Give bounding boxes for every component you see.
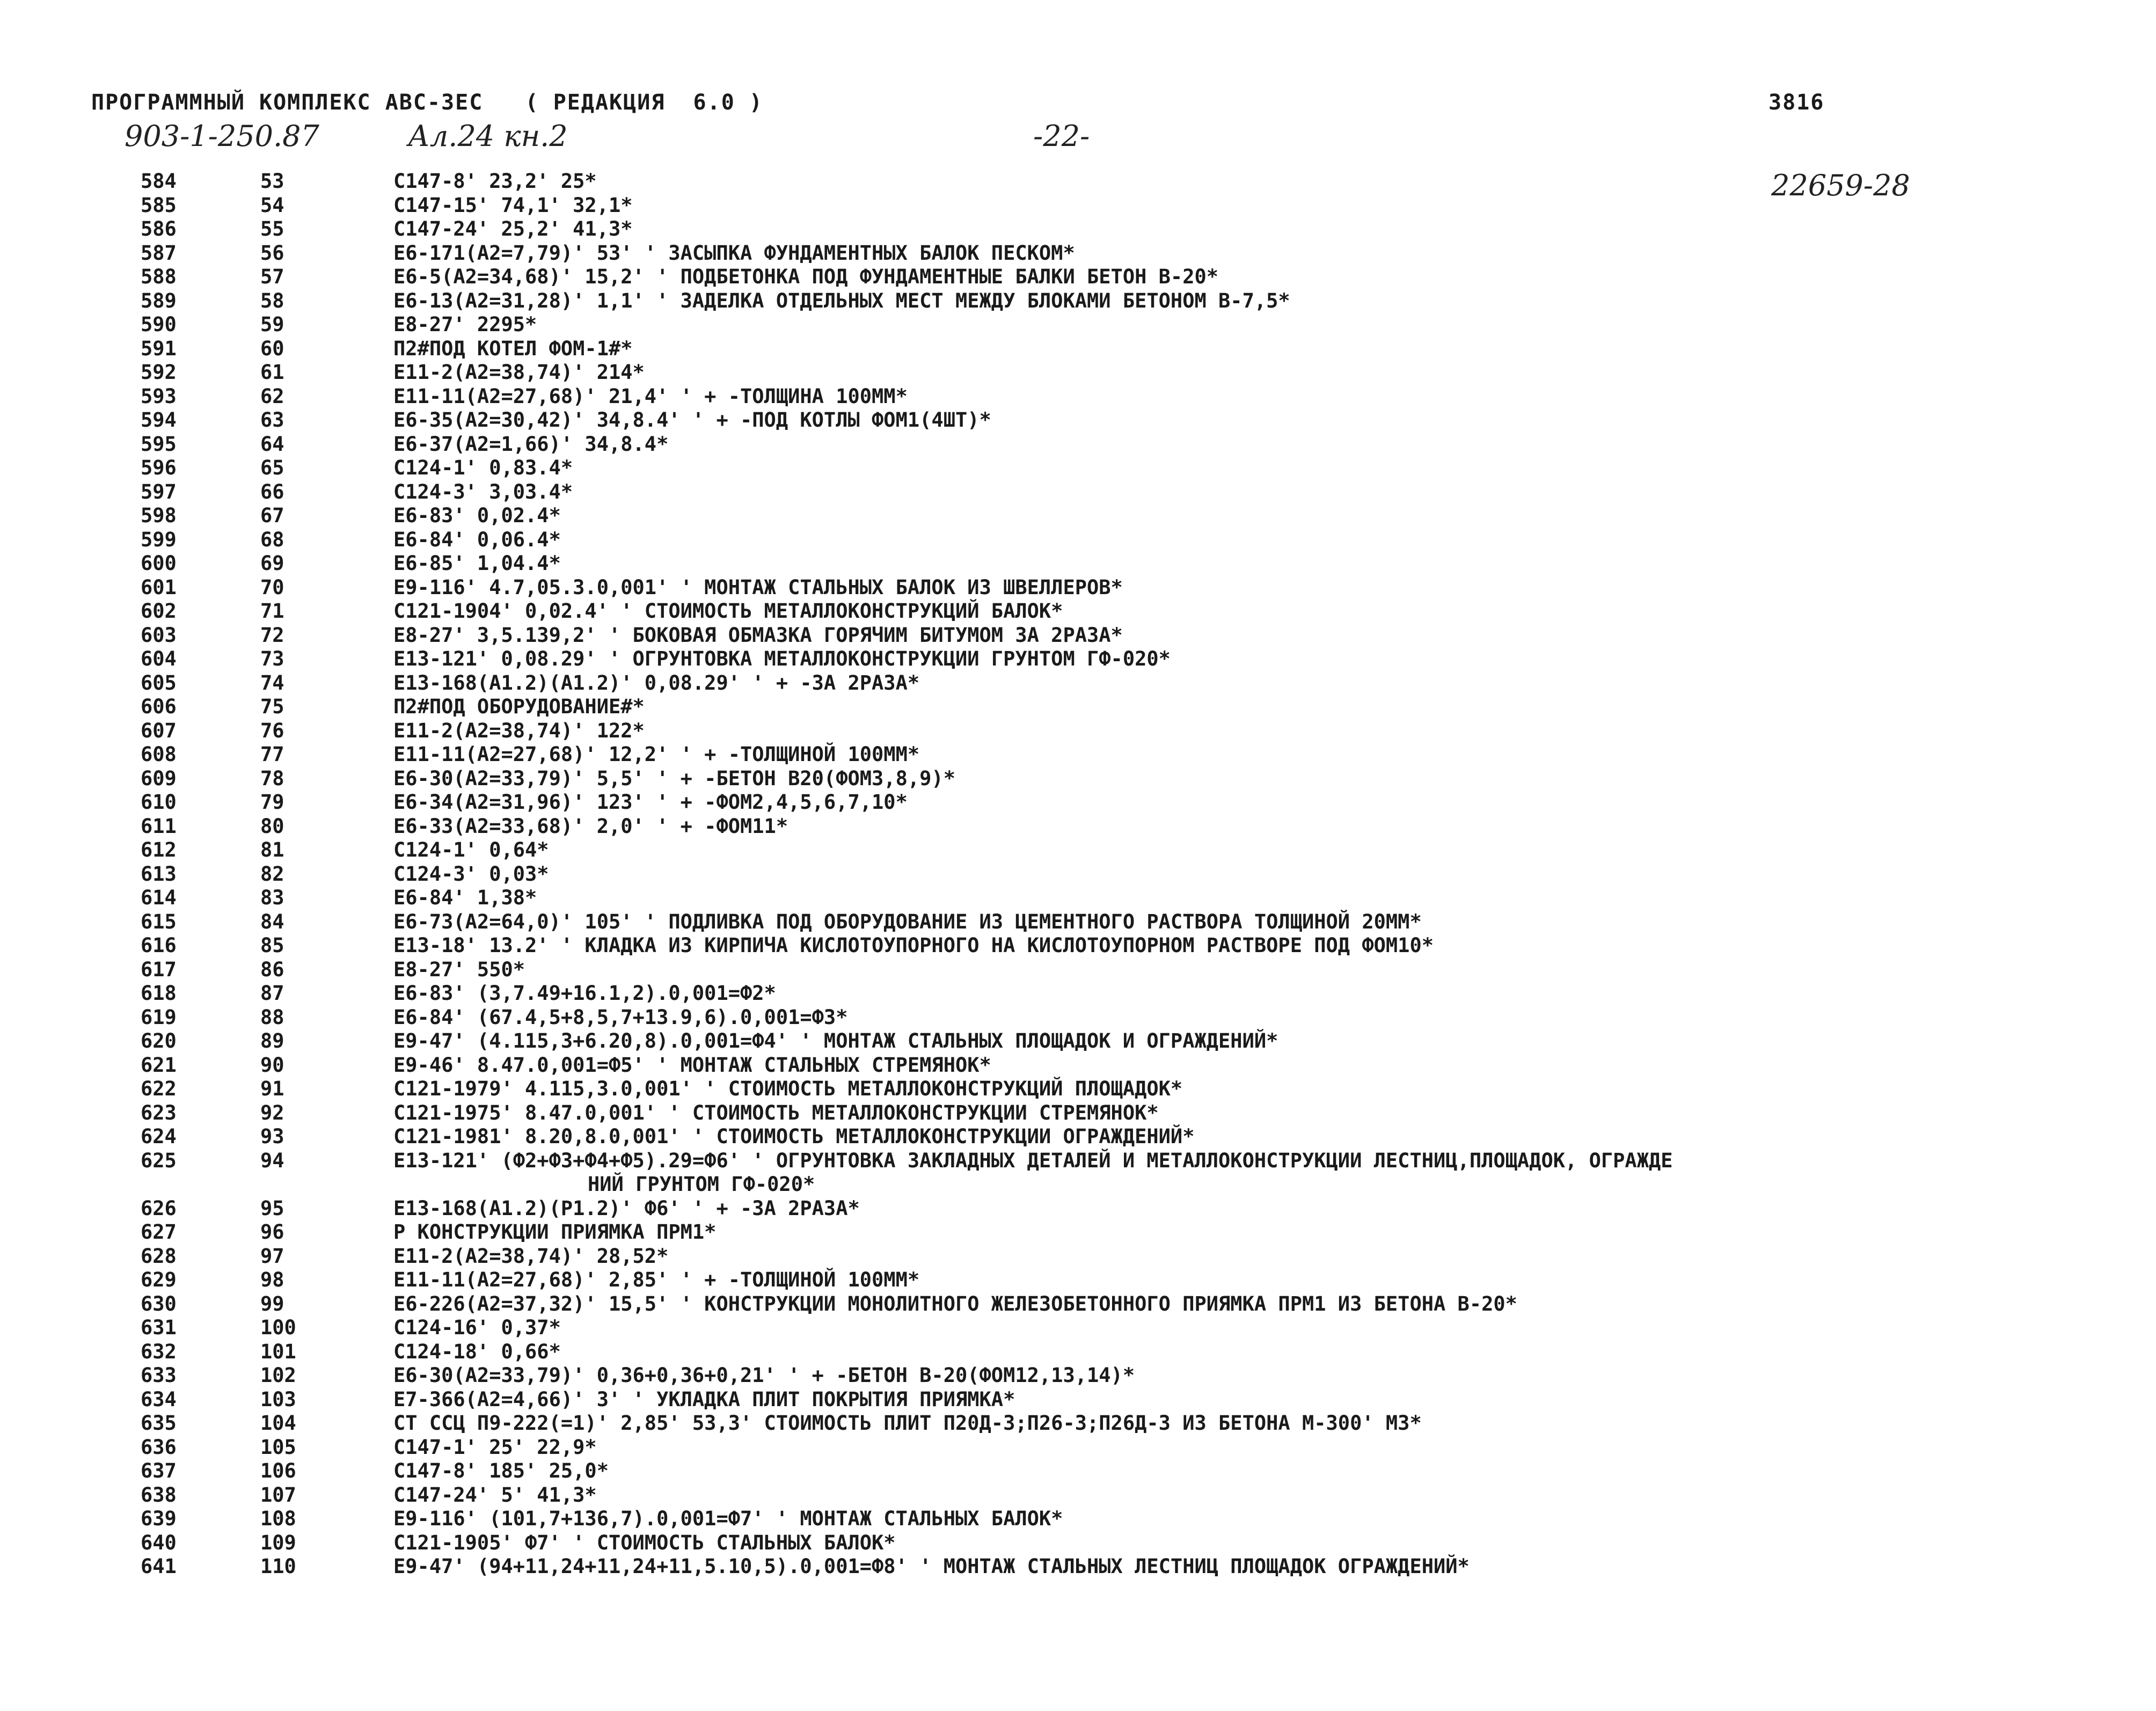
- record-text: E9-116' 4.7,05.3.0,001' ' МОНТАЖ СТАЛЬНЫХ БАЛОК ИЗ ШВЕЛЛЕРОВ*: [393, 575, 1123, 599]
- listing-row: [0, 217, 2156, 242]
- record-text: E9-116' (101,7+136,7).0,001=Ф7' ' МОНТАЖ СТАЛЬНЫХ БАЛОК*: [393, 1507, 1063, 1530]
- record-number: 72: [260, 623, 284, 647]
- record-text: E6-85' 1,04.4*: [393, 552, 561, 575]
- listing-row: [0, 743, 2156, 767]
- record-text: E6-84' 0,06.4*: [393, 528, 561, 551]
- listing-row: [0, 194, 2156, 218]
- record-number: 63: [260, 408, 284, 432]
- page-code: 3816: [1768, 90, 1825, 115]
- listing-row: [0, 647, 2156, 671]
- record-number: 89: [260, 1029, 284, 1052]
- record-number: 61: [260, 361, 284, 384]
- line-number: 628: [141, 1244, 177, 1268]
- record-text: C124-3' 3,03.4*: [393, 480, 573, 503]
- record-number: 62: [260, 384, 284, 408]
- listing-row: [0, 361, 2156, 385]
- record-number: 64: [260, 432, 284, 456]
- record-text: C124-3' 0,03*: [393, 862, 549, 886]
- record-text: E6-83' (3,7.49+16.1,2).0,001=Ф2*: [393, 982, 776, 1005]
- listing-row-continuation: [0, 1173, 2156, 1197]
- record-number: 60: [260, 337, 284, 360]
- listing-row: [0, 1029, 2156, 1054]
- record-text: E6-84' (67.4,5+8,5,7+13.9,6).0,001=Ф3*: [393, 1005, 848, 1029]
- record-text: E7-366(A2=4,66)' 3' ' УКЛАДКА ПЛИТ ПОКРЫТИЯ ПРИЯМКА*: [393, 1387, 1015, 1411]
- line-number: 627: [141, 1220, 177, 1244]
- record-text: E6-83' 0,02.4*: [393, 504, 561, 527]
- record-text: E13-18' 13.2' ' КЛАДКА ИЗ КИРПИЧА КИСЛОТОУПОРНОГО НА КИСЛОТОУПОРНОМ РАСТВОРЕ ПОД ФОМ10*: [393, 934, 1434, 957]
- line-number: 605: [141, 671, 177, 694]
- line-number: 590: [141, 313, 177, 336]
- listing-row: [0, 1197, 2156, 1221]
- record-text: E11-11(A2=27,68)' 2,85' ' + -ТОЛЩИНОЙ 100ММ*: [393, 1268, 920, 1291]
- record-number: 88: [260, 1005, 284, 1029]
- record-number: 105: [260, 1435, 296, 1459]
- record-text: C147-1' 25' 22,9*: [393, 1435, 597, 1459]
- record-text: E13-168(A1.2)(A1.2)' 0,08.29' ' + -ЗА 2РАЗА*: [393, 671, 920, 694]
- listing-row: [0, 791, 2156, 815]
- line-number: 639: [141, 1507, 177, 1530]
- line-number: 601: [141, 575, 177, 599]
- line-number: 599: [141, 528, 177, 551]
- record-text: E6-30(A2=33,79)' 0,36+0,36+0,21' ' + -БЕТОН В-20(ФОМ12,13,14)*: [393, 1364, 1135, 1387]
- record-text: C147-8' 23,2' 25*: [393, 170, 597, 193]
- line-number: 585: [141, 193, 177, 217]
- record-text: E6-37(A2=1,66)' 34,8.4*: [393, 432, 669, 456]
- record-number: 108: [260, 1507, 296, 1530]
- record-number: 109: [260, 1531, 296, 1554]
- line-number: 594: [141, 408, 177, 432]
- record-text: E6-73(A2=64,0)' 105' ' ПОДЛИВКА ПОД ОБОРУДОВАНИЕ ИЗ ЦЕМЕНТНОГО РАСТВОРА ТОЛЩИНОЙ 20ММ*: [393, 910, 1422, 933]
- record-number: 103: [260, 1387, 296, 1411]
- listing-row: [0, 624, 2156, 648]
- listing-row: [0, 1340, 2156, 1364]
- listing-row: [0, 1245, 2156, 1269]
- line-number: 622: [141, 1077, 177, 1100]
- record-text: E6-30(A2=33,79)' 5,5' ' + -БЕТОН В20(ФОМ3,8,9)*: [393, 766, 955, 790]
- listing-row: [0, 1292, 2156, 1317]
- record-number: 73: [260, 647, 284, 670]
- listing-row: [0, 1316, 2156, 1340]
- record-text: C121-1904' 0,02.4' ' СТОИМОСТЬ МЕТАЛЛОКОНСТРУКЦИЙ БАЛОК*: [393, 599, 1063, 623]
- record-text: E6-33(A2=33,68)' 2,0' ' + -ФОМ11*: [393, 814, 788, 838]
- line-number: 589: [141, 289, 177, 312]
- record-number: 95: [260, 1196, 284, 1220]
- record-text: СТ ССЦ П9-222(=1)' 2,85' 53,3' СТОИМОСТЬ ПЛИТ П20Д-3;П26-3;П26Д-3 ИЗ БЕТОНА М-300' М3*: [393, 1412, 1422, 1435]
- record-number: 104: [260, 1412, 296, 1435]
- record-text: E13-121' (Ф2+Ф3+Ф4+Ф5).29=Ф6' ' ОГРУНТОВКА ЗАКЛАДНЫХ ДЕТАЛЕЙ И МЕТАЛЛОКОНСТРУКЦИИ ЛЕСТНИЦ,ПЛОЩАДОК, ОГРАЖДЕ: [393, 1149, 1673, 1172]
- record-text: E13-168(A1.2)(P1.2)' Ф6' ' + -ЗА 2РАЗА*: [393, 1196, 860, 1220]
- listing-row: [0, 815, 2156, 839]
- listing-row: [0, 1054, 2156, 1078]
- line-number: 633: [141, 1364, 177, 1387]
- record-text: E8-27' 2295*: [393, 313, 537, 336]
- listing-row: [0, 767, 2156, 791]
- line-number: 613: [141, 862, 177, 886]
- listing-row: [0, 552, 2156, 576]
- record-text: C147-15' 74,1' 32,1*: [393, 193, 633, 217]
- record-number: 81: [260, 838, 284, 861]
- listing-row: [0, 1483, 2156, 1508]
- listing-row: [0, 456, 2156, 480]
- listing-row: [0, 1101, 2156, 1125]
- record-number: 79: [260, 791, 284, 814]
- record-number: 94: [260, 1149, 284, 1172]
- record-text: C124-1' 0,83.4*: [393, 456, 573, 479]
- line-number: 610: [141, 791, 177, 814]
- line-number: 587: [141, 241, 177, 265]
- record-text: C121-1905' Ф7' ' СТОИМОСТЬ СТАЛЬНЫХ БАЛОК*: [393, 1531, 896, 1554]
- listing-row: [0, 958, 2156, 982]
- listing-row: [0, 289, 2156, 313]
- line-number: 638: [141, 1483, 177, 1507]
- record-number: 74: [260, 671, 284, 694]
- listing-row: [0, 480, 2156, 504]
- record-number: 93: [260, 1125, 284, 1148]
- record-number: 87: [260, 982, 284, 1005]
- record-number: 86: [260, 957, 284, 981]
- line-number: 621: [141, 1053, 177, 1077]
- line-number: 606: [141, 695, 177, 718]
- line-number: 607: [141, 719, 177, 742]
- line-number: 588: [141, 265, 177, 288]
- record-number: 107: [260, 1483, 296, 1507]
- line-number: 619: [141, 1005, 177, 1029]
- line-number: 596: [141, 456, 177, 479]
- record-number: 57: [260, 265, 284, 288]
- record-text: E9-47' (94+11,24+11,24+11,5.10,5).0,001=Ф8' ' МОНТАЖ СТАЛЬНЫХ ЛЕСТНИЦ ПЛОЩАДОК ОГРАЖДЕНИЙ*: [393, 1555, 1470, 1578]
- record-number: 69: [260, 552, 284, 575]
- record-text: C124-18' 0,66*: [393, 1340, 561, 1363]
- line-number: 615: [141, 910, 177, 933]
- listing-row: [0, 242, 2156, 266]
- listing-row: [0, 886, 2156, 910]
- listing-row: [0, 838, 2156, 862]
- line-number: 602: [141, 599, 177, 623]
- record-number: 65: [260, 456, 284, 479]
- record-number: 59: [260, 313, 284, 336]
- line-number: 612: [141, 838, 177, 861]
- record-text: E6-35(A2=30,42)' 34,8.4' ' + -ПОД КОТЛЫ ФОМ1(4ШТ)*: [393, 408, 991, 432]
- record-number: 90: [260, 1053, 284, 1077]
- record-number: 78: [260, 766, 284, 790]
- record-number: 83: [260, 886, 284, 909]
- line-number: 637: [141, 1459, 177, 1482]
- record-number: 58: [260, 289, 284, 312]
- listing-row: [0, 576, 2156, 600]
- listing-row: [0, 337, 2156, 361]
- line-number: 611: [141, 814, 177, 838]
- listing-row: [0, 1220, 2156, 1245]
- listing-row: [0, 1006, 2156, 1030]
- record-number: 99: [260, 1292, 284, 1315]
- line-number: 618: [141, 982, 177, 1005]
- record-text: E6-171(A2=7,79)' 53' ' ЗАСЫПКА ФУНДАМЕНТНЫХ БАЛОК ПЕСКОМ*: [393, 241, 1075, 265]
- line-number: 591: [141, 337, 177, 360]
- record-text: E6-13(A2=31,28)' 1,1' ' ЗАДЕЛКА ОТДЕЛЬНЫХ МЕСТ МЕЖДУ БЛОКАМИ БЕТОНОМ В-7,5*: [393, 289, 1290, 312]
- listing-row: [0, 1531, 2156, 1555]
- record-text: E11-2(A2=38,74)' 28,52*: [393, 1244, 669, 1268]
- line-number: 623: [141, 1101, 177, 1124]
- line-number: 600: [141, 552, 177, 575]
- line-number: 592: [141, 361, 177, 384]
- record-number: 56: [260, 241, 284, 265]
- listing-row: [0, 1507, 2156, 1531]
- listing-row: [0, 910, 2156, 934]
- line-number: 634: [141, 1387, 177, 1411]
- listing-row: [0, 1149, 2156, 1173]
- line-number: 632: [141, 1340, 177, 1363]
- record-number: 85: [260, 934, 284, 957]
- line-number: 631: [141, 1316, 177, 1339]
- record-number: 101: [260, 1340, 296, 1363]
- listing-row: [0, 1412, 2156, 1436]
- line-number: 630: [141, 1292, 177, 1315]
- record-number: 75: [260, 695, 284, 718]
- listing-row: [0, 599, 2156, 624]
- listing-row: [0, 170, 2156, 194]
- record-text: E11-2(A2=38,74)' 214*: [393, 361, 645, 384]
- record-text: C124-1' 0,64*: [393, 838, 549, 861]
- line-number: 626: [141, 1196, 177, 1220]
- record-text: E11-2(A2=38,74)' 122*: [393, 719, 645, 742]
- record-number: 110: [260, 1555, 296, 1578]
- record-number: 68: [260, 528, 284, 551]
- listing-row: [0, 1436, 2156, 1460]
- record-number: 54: [260, 193, 284, 217]
- listing-row: [0, 695, 2156, 719]
- listing-row: [0, 1077, 2156, 1101]
- listing-row: [0, 504, 2156, 528]
- record-text: П2#ПОД КОТЕЛ ФОМ-1#*: [393, 337, 633, 360]
- listing-row: [0, 862, 2156, 887]
- listing-row: [0, 1125, 2156, 1149]
- listing-row: [0, 1388, 2156, 1412]
- line-number: 608: [141, 743, 177, 766]
- listing-row: [0, 433, 2156, 457]
- listing-row: [0, 982, 2156, 1006]
- record-number: 71: [260, 599, 284, 623]
- record-number: 102: [260, 1364, 296, 1387]
- record-text: E9-47' (4.115,3+6.20,8).0,001=Ф4' ' МОНТАЖ СТАЛЬНЫХ ПЛОЩАДОК И ОГРАЖДЕНИЙ*: [393, 1029, 1278, 1052]
- record-number: 106: [260, 1459, 296, 1482]
- record-text: E6-5(A2=34,68)' 15,2' ' ПОДБЕТОНКА ПОД ФУНДАМЕНТНЫЕ БАЛКИ БЕТОН В-20*: [393, 265, 1219, 288]
- listing-rows: [0, 170, 2156, 1579]
- record-number: 66: [260, 480, 284, 503]
- line-number: 625: [141, 1149, 177, 1172]
- listing-row: [0, 1555, 2156, 1579]
- record-number: 53: [260, 170, 284, 193]
- record-text: C121-1981' 8.20,8.0,001' ' СТОИМОСТЬ МЕТАЛЛОКОНСТРУКЦИИ ОГРАЖДЕНИЙ*: [393, 1125, 1195, 1148]
- line-number: 636: [141, 1435, 177, 1459]
- record-number: 96: [260, 1220, 284, 1244]
- listing-row: [0, 408, 2156, 433]
- line-number: 609: [141, 766, 177, 790]
- record-text: Р КОНСТРУКЦИИ ПРИЯМКА ПРМ1*: [393, 1220, 717, 1244]
- handwritten-sheet-number: 22659-28: [1771, 169, 1910, 202]
- record-number: 70: [260, 575, 284, 599]
- record-number: 98: [260, 1268, 284, 1291]
- record-text: C124-16' 0,37*: [393, 1316, 561, 1339]
- record-text: C121-1975' 8.47.0,001' ' СТОИМОСТЬ МЕТАЛЛОКОНСТРУКЦИИ СТРЕМЯНОК*: [393, 1101, 1159, 1124]
- record-text: E6-84' 1,38*: [393, 886, 537, 909]
- line-number: 584: [141, 170, 177, 193]
- record-number: 80: [260, 814, 284, 838]
- line-number: 635: [141, 1412, 177, 1435]
- record-text: C121-1979' 4.115,3.0,001' ' СТОИМОСТЬ МЕТАЛЛОКОНСТРУКЦИЙ ПЛОЩАДОК*: [393, 1077, 1183, 1100]
- record-text: C147-24' 5' 41,3*: [393, 1483, 597, 1507]
- record-text: E6-226(A2=37,32)' 15,5' ' КОНСТРУКЦИИ МОНОЛИТНОГО ЖЕЛЕЗОБЕТОННОГО ПРИЯМКА ПРМ1 ИЗ БЕТОНА В-20*: [393, 1292, 1517, 1315]
- line-number: 603: [141, 623, 177, 647]
- record-text: E11-11(A2=27,68)' 12,2' ' + -ТОЛЩИНОЙ 100ММ*: [393, 743, 920, 766]
- record-number: 55: [260, 217, 284, 240]
- record-number: 82: [260, 862, 284, 886]
- record-number: 91: [260, 1077, 284, 1100]
- record-text: C147-8' 185' 25,0*: [393, 1459, 609, 1482]
- line-number: 598: [141, 504, 177, 527]
- record-number: 97: [260, 1244, 284, 1268]
- line-number: 620: [141, 1029, 177, 1052]
- record-text: E6-34(A2=31,96)' 123' ' + -ФОМ2,4,5,6,7,10*: [393, 791, 908, 814]
- record-text: П2#ПОД ОБОРУДОВАНИЕ#*: [393, 695, 645, 718]
- line-number: 597: [141, 480, 177, 503]
- record-text: C147-24' 25,2' 41,3*: [393, 217, 633, 240]
- line-number: 604: [141, 647, 177, 670]
- listing-row: [0, 719, 2156, 743]
- listing-row: [0, 934, 2156, 958]
- line-number: 593: [141, 384, 177, 408]
- record-text-continuation: НИЙ ГРУНТОМ ГФ-020*: [588, 1173, 815, 1196]
- record-number: 67: [260, 504, 284, 527]
- listing-row: [0, 313, 2156, 337]
- listing-row: [0, 385, 2156, 409]
- line-number: 640: [141, 1531, 177, 1554]
- line-number: 616: [141, 934, 177, 957]
- listing-row: [0, 1364, 2156, 1388]
- record-text: E11-11(A2=27,68)' 21,4' ' + -ТОЛЩИНА 100ММ*: [393, 384, 908, 408]
- record-text: E8-27' 550*: [393, 957, 525, 981]
- record-text: E8-27' 3,5.139,2' ' БОКОВАЯ ОБМАЗКА ГОРЯЧИМ БИТУМОМ ЗА 2РАЗА*: [393, 623, 1123, 647]
- listing-row: [0, 528, 2156, 552]
- handwritten-page-number: -22-: [1033, 119, 1090, 153]
- listing-row: [0, 1268, 2156, 1292]
- program-header: ПРОГРАММНЫЙ КОМПЛЕКС АВС-3ЕС ( РЕДАКЦИЯ 6.0 ): [91, 90, 763, 115]
- handwritten-document-number: 903-1-250.87: [125, 119, 319, 153]
- listing-row: [0, 1459, 2156, 1483]
- record-text: E13-121' 0,08.29' ' ОГРУНТОВКА МЕТАЛЛОКОНСТРУКЦИИ ГРУНТОМ ГФ-020*: [393, 647, 1171, 670]
- line-number: 629: [141, 1268, 177, 1291]
- line-number: 595: [141, 432, 177, 456]
- record-number: 100: [260, 1316, 296, 1339]
- line-number: 614: [141, 886, 177, 909]
- listing-row: [0, 265, 2156, 289]
- record-number: 77: [260, 743, 284, 766]
- line-number: 586: [141, 217, 177, 240]
- record-number: 76: [260, 719, 284, 742]
- listing-row: [0, 671, 2156, 696]
- line-number: 617: [141, 957, 177, 981]
- record-text: E9-46' 8.47.0,001=Ф5' ' МОНТАЖ СТАЛЬНЫХ СТРЕМЯНОК*: [393, 1053, 991, 1077]
- line-number: 624: [141, 1125, 177, 1148]
- record-number: 92: [260, 1101, 284, 1124]
- record-number: 84: [260, 910, 284, 933]
- line-number: 641: [141, 1555, 177, 1578]
- handwritten-album-reference: Ал.24 кн.2: [408, 119, 568, 153]
